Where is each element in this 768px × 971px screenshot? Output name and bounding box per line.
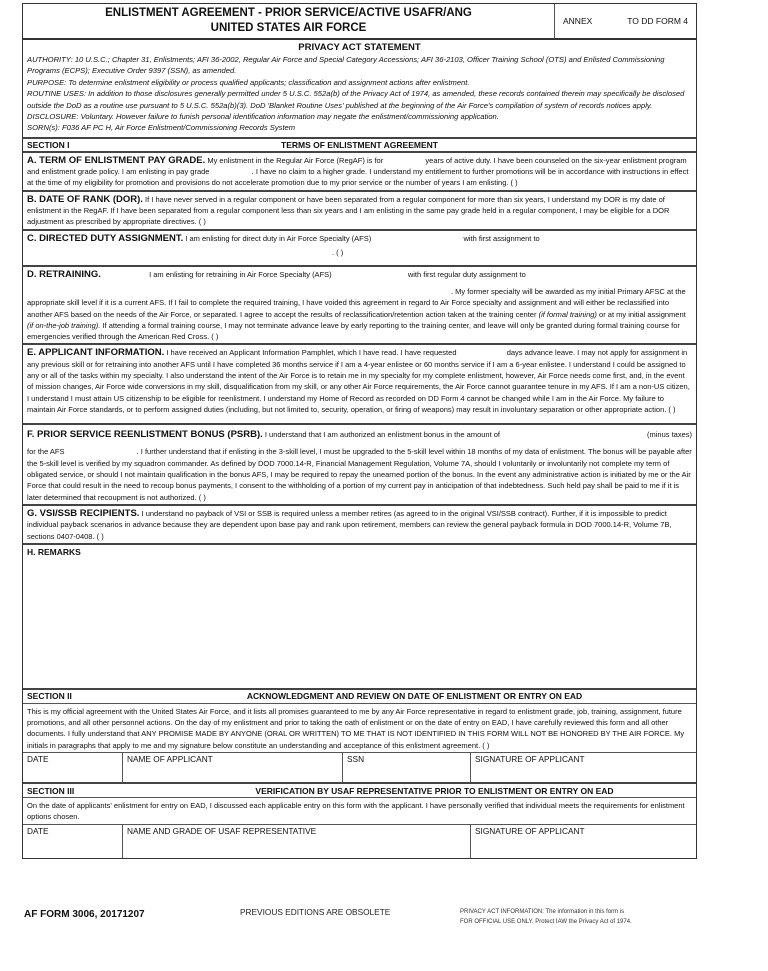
privacy-act-statement — [23, 40, 696, 139]
section-1-header — [23, 139, 696, 153]
annex-box — [554, 4, 696, 38]
section-3-label: SECTION III — [27, 785, 75, 796]
to-form-label: TO DD FORM 4 — [627, 16, 688, 26]
s2-signature-label: SIGNATURE OF APPLICANT — [475, 754, 585, 765]
section-3-header — [23, 784, 696, 798]
section-3-signature-row — [23, 825, 696, 858]
title-line-2: UNITED STATES AIR FORCE — [210, 22, 367, 34]
authority-text: AUTHORITY: 10 U.S.C.; Chapter 31, Enlistments; AFI 36-2002, Regular Air Force and Special Category Accessions; AFI 36-2103, Officer Training School (OTS) and Enlisted Commissioning Programs (ECPS); Executive Order 9397 (SSN), as amended. — [27, 55, 665, 76]
s2-ssn-field[interactable] — [343, 753, 471, 782]
section-2-label: SECTION II — [27, 691, 72, 702]
paragraph-d-note-ojt: (if on-the-job training). — [27, 320, 101, 330]
section-2-text[interactable] — [23, 704, 696, 753]
section-3-body: On the date of applicants' enlistment for entry on EAD, I discussed each applicable entry on this form with the applicant. I have personally verified that individual meets the requirements for enlistment options chosen. — [27, 801, 685, 822]
section-1-title: TERMS OF ENLISTMENT AGREEMENT — [281, 139, 438, 150]
paragraph-d-text-3: . My former specialty will be awarded as my initial Primary AFSC at the appropriate skill level if it is a current AFS. If I fail to complete the required training, I have voided this agreement in regard to Air Force specialty and assignment and will either be reclassified into another AFS based on the needs of the Air Force, or separated. I agree to accept the results of reclassification/retention action taken at the training center — [27, 286, 686, 319]
paragraph-d-heading: D. RETRAINING. — [27, 268, 101, 280]
purpose-text: PURPOSE: To determine enlistment eligibility or process qualified applicants; classification and assignment actions after enlistment. — [27, 77, 470, 87]
s3-signature-label: SIGNATURE OF APPLICANT — [475, 825, 585, 836]
paragraph-f-text-1: I understand that I am authorized an enlistment bonus in the amount of — [264, 430, 501, 440]
s2-ssn-label: SSN — [347, 754, 365, 765]
paragraph-a-text-2: years of active duty. I have been counseled on the six-year enlistment program and enlistment grade policy. I am enlisting in pay grade — [27, 155, 687, 177]
sorn-text: SORN(s): F036 AF PC H, Air Force Enlistment/Commissioning Records System — [27, 123, 296, 133]
paragraph-a-text-1: My enlistment in the Regular Air Force (RegAF) is for — [207, 155, 384, 165]
remarks-heading: H. REMARKS — [27, 546, 81, 557]
s3-date-label: DATE — [27, 825, 49, 836]
paragraph-d-text-7: If attending a formal training course, I may not terminate advance leave by early reporting to the training center, and leave will only be granted during formal training course for emergencies verified through the American Red Cross. ( ) — [27, 320, 680, 342]
paragraph-d-text-2: with first regular duty assignment to — [407, 269, 526, 279]
paragraph-c-text-1: I am enlisting for direct duty in Air Force Specialty (AFS) — [185, 233, 372, 243]
title-line-1: ENLISTMENT AGREEMENT - PRIOR SERVICE/ACTIVE USAFR/ANG — [105, 7, 472, 19]
section-2-title: ACKNOWLEDGMENT AND REVIEW ON DATE OF ENLISTMENT OR ENTRY ON EAD — [246, 691, 583, 702]
paragraph-f[interactable] — [23, 425, 696, 506]
paragraph-a[interactable] — [23, 153, 696, 192]
paragraph-g-text: I understand no payback of VSI or SSB is required unless a member retires (as agreed to in the original VSI/SSB contract). Further, if it is impossible to predict individual payback scenarios in advance because they are dependent upon base pay and rank upon retirement, members can review the general payback formula in DOD 7000.14-R, Volume 7B, sections 0407-0408. ( ) — [27, 508, 672, 541]
paragraph-f-minus-taxes: (minus taxes) — [646, 430, 692, 440]
paragraph-e-text-2: days advance leave. I may not apply for assignment in any previous skill or for retraining into another AFS until I have completed 36 months service if I am a 4-year enlistee or 60 months service if I am a 6-year enlistee. I understand I could be assigned to any or all of the tasks within my specialty. I also understand the intent of the Air Force is to retain me in my specialty for my complete enlistment, however, Air Force needs come first, and, in the event of mission changes, Air Force wide conversions in my skill, disqualification from my skill, or any other Air Force requirements, the Air Force cannot guarantee tenure in my AFS. If I am a non-US citizen, I understand I must attain US citizenship to be eligible for reenlistment. I understand my Home of Record as recorded on DD Form 4 cannot be changed while I am in the Air Force. My failure to maintain Air Force standards, or to perform assigned duties (including, but not limited to, security, operation, or firing of weapons) may result in involuntary separation or other appropriate action. ( ) — [27, 348, 690, 414]
s2-name-label: NAME OF APPLICANT — [127, 754, 213, 765]
enlistment-form — [22, 3, 697, 859]
paragraph-c-text-2: with first assignment to — [463, 233, 540, 243]
privacy-act-title: PRIVACY ACT STATEMENT — [298, 42, 421, 53]
paragraph-c[interactable] — [23, 231, 696, 267]
paragraph-d[interactable] — [23, 267, 696, 346]
section-2-body: This is my official agreement with the United States Air Force, and it lists all promises guaranteed to me by any Air Force representative in regard to enlistment grade, job, training, assignment, future promotions, and all other personnel actions. On the day of my enlistment and prior to taking the oath of enlistment or on the date of entry on EAD, I have carefully reviewed this form and all other documents. I fully understand that ANY PROMISE MADE BY ANYONE (ORAL OR WRITTEN) TO ME THAT IS NOT IDENTIFIED IN THIS FORM WILL NOT BE HONORED BY THE AIR FORCE. My initials in paragraphs that apply to me and my signature below constitute an understanding and acceptance of this enlistment agreement. ( ) — [27, 706, 685, 750]
paragraph-f-text-3: for the AFS — [27, 447, 65, 457]
annex-label: ANNEX — [563, 16, 593, 26]
paragraph-c-initials[interactable]: . ( ) — [332, 247, 344, 257]
paragraph-d-note-formal: (if formal training) — [538, 309, 597, 319]
paragraph-e-text-1: I have received an Applicant Information Pamphlet, which I have read. I have requested — [166, 348, 457, 358]
paragraph-b-heading: B. DATE OF RANK (DOR). — [27, 193, 143, 205]
s3-name-label: NAME AND GRADE OF USAF REPRESENTATIVE — [127, 825, 317, 836]
paragraph-d-text-1: I am enlisting for retraining in Air Force Specialty (AFS) — [149, 269, 332, 279]
section-3-text — [23, 798, 696, 825]
disclosure-text: DISCLOSURE: Voluntary. However failure to funish personal identification information may negate the enlistment/commissioning application. — [27, 112, 499, 122]
section-2-signature-row — [23, 753, 696, 784]
section-1-label: SECTION I — [27, 139, 70, 150]
section-3-title: VERIFICATION BY USAF REPRESENTATIVE PRIOR TO ENLISTMENT OR ENTRY ON EAD — [255, 785, 614, 796]
s3-date-field[interactable] — [23, 825, 123, 858]
privacy-info-line-2: FOR OFFICIAL USE ONLY. Protect IAW the Privacy Act of 1974. — [460, 919, 632, 925]
paragraph-f-heading: F. PRIOR SERVICE REENLISTMENT BONUS (PSRB). — [27, 429, 263, 441]
previous-editions-note: PREVIOUS EDITIONS ARE OBSOLETE — [240, 907, 391, 917]
paragraph-g-heading: G. VSI/SSB RECIPIENTS. — [27, 507, 140, 519]
remarks-box[interactable] — [23, 545, 696, 690]
paragraph-e[interactable] — [23, 345, 696, 425]
s2-date-field[interactable] — [23, 753, 123, 782]
s3-name-field[interactable] — [123, 825, 471, 858]
paragraph-g[interactable] — [23, 506, 696, 545]
paragraph-d-text-5: or at my initial assignment — [599, 309, 686, 319]
paragraph-c-heading: C. DIRECTED DUTY ASSIGNMENT. — [27, 232, 184, 244]
paragraph-a-text-3: . I have no claim to a higher grade. I understand my entitlement to further promotions will be in accordance with instructions in effect at the time of my eligibility for promotion and provisions do not accelerate promotion due to my prior service or the number of years I am enlisting. ( ) — [27, 167, 689, 188]
paragraph-a-heading: A. TERM OF ENLISTMENT PAY GRADE. — [27, 154, 206, 166]
form-header — [23, 4, 696, 40]
paragraph-e-heading: E. APPLICANT INFORMATION. — [27, 347, 165, 359]
s2-date-label: DATE — [27, 754, 49, 765]
section-2-header — [23, 690, 696, 704]
paragraph-b[interactable] — [23, 192, 696, 231]
paragraph-f-text-4: . I further understand that if enlisting in the 3-skill level, I must be upgraded to the 5-skill level within 18 months of my data of enlistment. The bonus will be payable after the 5-skill level is verified by my squadron commander. As defined by DOD 7000.14-R, Financial Management Regulation, Volume 7A, should I voluntarily or involuntarily not complete my term of obligated service, or should I not maintain qualification in the bonus AFS, I may be required to repay the unearned portion of the bonus. In the event any administrative action is initiated by me or the Air Force that could result in the need to recoup bonus payments, I consent to the withholding of a portion of my current pay in anticipation of that indebtedness. Such held pay shall be paid to me if it is later determined that recoupment is not authorized. ( ) — [27, 447, 692, 502]
paragraph-b-text: If I have never served in a regular component or have been separated from a regular component for more than six years, I understand my DOR is my date of enlistment in the RegAF. If I have been separated from a regular component less than six years and I am enlisting in the same pay grade held in a regular component, I may be eligible for a DOR adjustment as prescribed by appropriate directives. ( ) — [27, 194, 670, 227]
s2-name-field[interactable] — [123, 753, 343, 782]
privacy-act-information — [460, 907, 632, 927]
privacy-info-line-1: PRIVACY ACT INFORMATION: The information in this form is — [460, 909, 625, 915]
s3-signature-field[interactable] — [471, 825, 696, 858]
form-title — [23, 4, 554, 38]
form-number: AF FORM 3006, 20171207 — [24, 909, 145, 920]
routine-uses-text: ROUTINE USES: In addition to those disclosures generally permitted under 5 U.S.C. 552a(b) of the Privacy Act of 1974, as amended, these records contained therein may specifically be disclosed outside the DoD as a routine use pursuant to 5 U.S.C. 552a(b)(3). DoD 'Blanket Routine Uses' published at the beginning of the Air Force's compilation of system of records notices apply. — [27, 89, 685, 110]
s2-signature-field[interactable] — [471, 753, 696, 782]
